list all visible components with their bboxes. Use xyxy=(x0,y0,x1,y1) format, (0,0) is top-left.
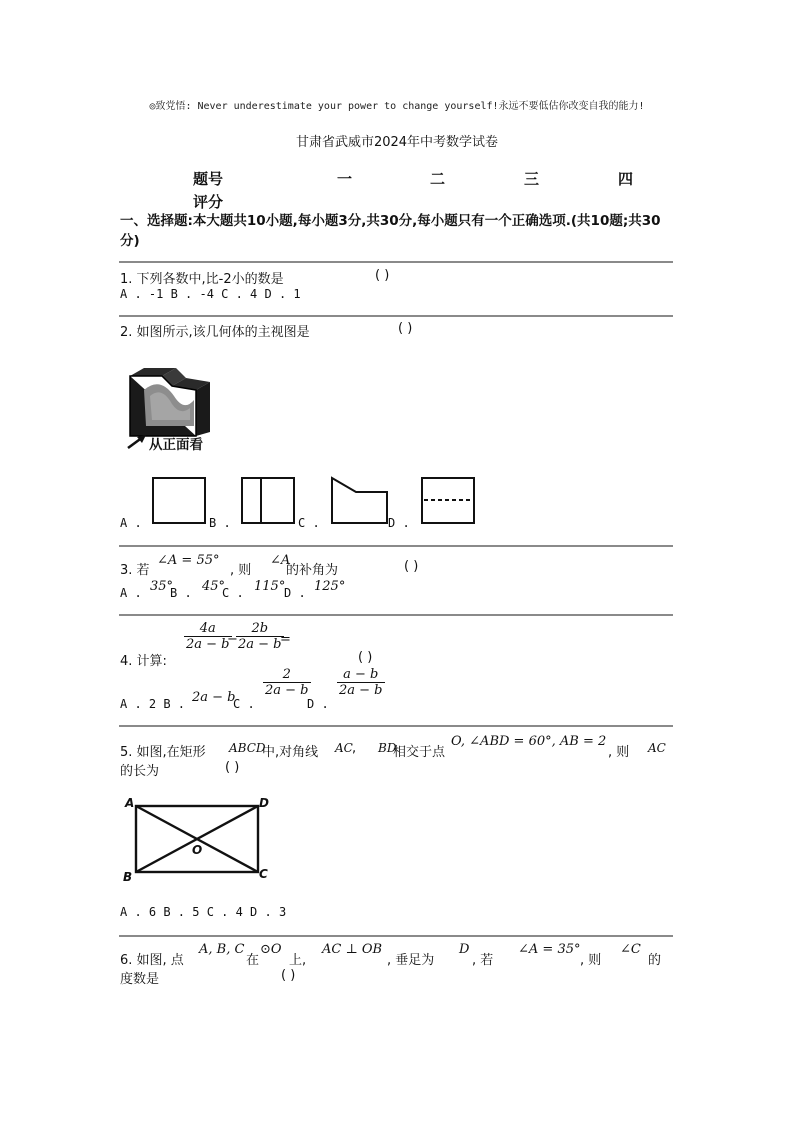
q4-option-c-fraction xyxy=(263,667,311,698)
q4-fraction-1 xyxy=(184,621,232,652)
arrow-icon xyxy=(126,434,148,450)
q3-stem-prefix: 3. 若 xyxy=(120,563,150,578)
score-table-header-label: 题号 xyxy=(193,170,224,188)
q1-answer-blank: ( ) xyxy=(375,268,390,283)
q6-answer-blank: ( ) xyxy=(281,968,296,983)
q6-stem-prefix: 6. 如图, 点 xyxy=(120,953,184,968)
divider xyxy=(119,725,673,727)
divider xyxy=(119,545,673,547)
q5-label-a: A xyxy=(125,796,135,810)
q3-option-a-label: A . xyxy=(120,586,142,600)
q6-stem-mid1: 在 xyxy=(246,953,260,968)
q5-stem-line2: 的长为 xyxy=(120,764,160,779)
q4-option-d-numerator: a − b xyxy=(343,667,379,682)
q5-stem-prefix: 5. 如图,在矩形 xyxy=(120,745,206,760)
q4-fraction-1-denominator: 2a − b xyxy=(186,637,230,652)
score-table-col-3: 三 xyxy=(524,170,540,188)
q4-option-c-label: C . xyxy=(233,697,255,711)
q5-ac-again: AC xyxy=(648,741,666,755)
q5-stem-mid1: 中,对角线 xyxy=(262,745,319,760)
q5-comma: , xyxy=(352,741,357,756)
q4-fraction-1-numerator: 4a xyxy=(199,621,216,636)
q4-option-d-denominator: 2a − b xyxy=(339,683,383,698)
q5-options: A . 6 B . 5 C . 4 D . 3 xyxy=(120,905,287,919)
q2-option-d-label: D . xyxy=(388,516,410,530)
q4-fraction-2-denominator: 2a − b xyxy=(238,637,282,652)
q5-diagonal-ac: AC xyxy=(335,741,353,755)
q3-angle-symbol: ∠A xyxy=(270,553,291,568)
q5-stem-mid3: , 则 xyxy=(608,745,630,760)
q4-option-a: A . 2 B . xyxy=(120,697,186,711)
score-table-col-1: 一 xyxy=(337,170,353,188)
divider xyxy=(119,315,673,317)
q5-stem-mid2: 相交于点 xyxy=(393,745,446,760)
q5-condition: O, ∠ABD = 60°, AB = 2 xyxy=(451,734,607,749)
q2-option-c-label: C . xyxy=(298,516,320,530)
q3-option-b-value: 45° xyxy=(202,579,226,594)
q6-stem-mid3: , 垂足为 xyxy=(387,953,435,968)
q3-option-a-value: 35° xyxy=(150,579,174,594)
q5-label-d: D xyxy=(259,796,269,810)
q5-rect-name: ABCD xyxy=(229,741,266,755)
q5-rectangle-figure xyxy=(122,794,282,886)
motto-line: ◎致党悟: Never underestimate your power to change yourself!永远不要低估你改变自我的能力! xyxy=(149,101,645,112)
q4-stem: 4. 计算: xyxy=(120,654,167,669)
q6-stem-mid2: 上, xyxy=(289,953,307,968)
q6-foot-point: D xyxy=(459,942,470,957)
q3-given-angle: ∠A = 55° xyxy=(157,553,220,568)
divider xyxy=(119,614,673,616)
score-table-col-4: 四 xyxy=(618,170,634,188)
score-table-score-label: 评分 xyxy=(193,193,224,211)
q5-diagonal-bd: BD xyxy=(378,741,397,755)
q4-option-b-value: 2a − b xyxy=(192,690,236,705)
q3-stem-suffix: 的补角为 xyxy=(286,563,339,578)
q3-stem-mid: , 则 xyxy=(230,563,252,578)
q5-label-c: C xyxy=(259,867,268,881)
q4-fraction-2-numerator: 2b xyxy=(251,621,269,636)
q2-option-c-figure xyxy=(331,477,389,525)
q3-option-c-value: 115° xyxy=(254,579,286,594)
divider xyxy=(119,935,673,937)
q5-label-b: B xyxy=(123,870,133,884)
q2-figure-caption: 从正面看 xyxy=(149,437,203,453)
q3-option-c-label: C . xyxy=(222,586,244,600)
q2-option-b-label: B . xyxy=(209,516,231,530)
q3-option-d-label: D . xyxy=(284,586,306,600)
q5-answer-blank: ( ) xyxy=(225,760,240,775)
q6-target-angle: ∠C xyxy=(620,942,641,957)
q2-option-a-label: A . xyxy=(120,516,142,530)
q6-stem-line2: 度数是 xyxy=(120,972,160,987)
section-heading: 一、选择题:本大题共10小题,每小题3分,共30分,每小题只有一个正确选项.(共10题;共30分) xyxy=(120,213,661,249)
score-table-col-2: 二 xyxy=(430,170,446,188)
q4-option-c-denominator: 2a − b xyxy=(265,683,309,698)
q6-circle: ⊙O xyxy=(260,942,282,957)
q1-options: A . -1 B . -4 C . 4 D . 1 xyxy=(120,287,301,301)
q3-answer-blank: ( ) xyxy=(404,559,419,574)
q2-option-b-figure xyxy=(241,477,296,525)
q1-stem: 1. 下列各数中,比-2小的数是 xyxy=(120,272,284,287)
q5-label-o: O xyxy=(192,843,203,857)
q6-points: A, B, C xyxy=(199,942,245,957)
q6-given-angle: ∠A = 35° xyxy=(518,942,581,957)
divider xyxy=(119,261,673,263)
q4-option-d-label: D . xyxy=(307,697,329,711)
q3-option-b-label: B . xyxy=(170,586,192,600)
q4-option-c-numerator: 2 xyxy=(282,667,291,682)
q6-stem-mid4: , 若 xyxy=(472,953,494,968)
q4-equals: = xyxy=(280,632,291,647)
q2-answer-blank: ( ) xyxy=(398,321,413,336)
q6-perpendicular: AC ⊥ OB xyxy=(322,942,383,957)
q2-option-a-figure xyxy=(152,477,207,525)
q2-stem: 2. 如图所示,该几何体的主视图是 xyxy=(120,325,310,340)
q6-stem-mid5: , 则 xyxy=(580,953,602,968)
q2-option-d-figure xyxy=(421,477,476,525)
q4-answer-blank: ( ) xyxy=(358,650,373,665)
exam-title: 甘肃省武威市2024年中考数学试卷 xyxy=(295,135,499,150)
q4-option-d-fraction xyxy=(337,667,385,698)
q4-minus: − xyxy=(227,632,238,647)
q3-option-d-value: 125° xyxy=(314,579,346,594)
q6-stem-mid6: 的 xyxy=(648,953,662,968)
q4-fraction-2 xyxy=(236,621,284,652)
